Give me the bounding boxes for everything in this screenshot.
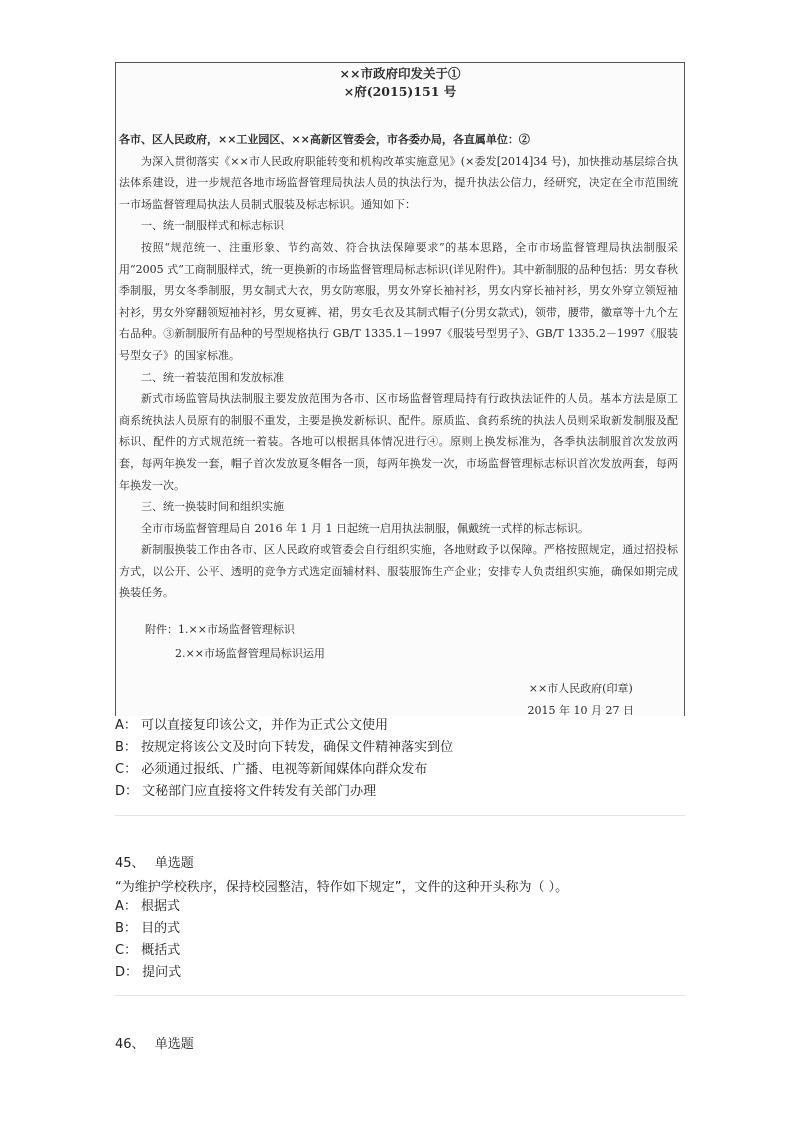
option-label: D： [115,784,139,799]
option-d[interactable] [115,781,453,803]
q45-options [115,896,181,984]
scanned-document [115,62,685,716]
option-c[interactable] [115,759,453,781]
attachment-2: 2.××市场监督管理局标识运用 [175,647,325,661]
question-type: 单选题 [154,1037,194,1052]
option-c[interactable] [115,940,181,962]
option-text: 可以直接复印该公文，并作为正式公文使用 [141,718,389,733]
doc-attachments [119,618,678,666]
q44-options [115,715,453,803]
option-text: 根据式 [141,899,181,914]
doc-heading-2: 二、统一着装范围和发放标准 [141,370,284,384]
option-label: B： [115,740,137,755]
option-text: 必须通过报纸、广播、电视等新闻媒体向群众发布 [141,762,428,777]
doc-paragraph: 按照“规范统一、注重形象、节约高效、符合执法保障要求”的基本思路，全市市场监督管理局执法制服采用“2005 式”工商制服样式，统一更换新的市场监督管理局标志标识(详见附件)。其中新制服的品种包括：男女春秋季制服，男女冬季制服，男女制式大衣，男女防寒服，男女外穿长袖衬衫，男女内穿长袖衬衫，男女外穿立领短袖衬衫，男女外穿翻领短袖衬衫，男女夏裤、裙，男女毛衣及其制式帽子(分男女款式)，领带，腰带，徽章等十九个左右品种。③新制服所有品种的号型规格执行 GB/T 1335.1－1997《服装号型男子》、GB/T 1335.2－1997《服装号型女子》的国家标准。 [119,240,678,362]
option-label: A： [115,899,137,914]
doc-body [116,129,684,666]
option-b[interactable] [115,918,181,940]
doc-signature [528,678,634,716]
question-number: 46、 [115,1037,145,1052]
doc-addressee: 各市、区人民政府，××工业园区、××高新区管委会，市各委办局，各直属单位：② [119,133,530,146]
question-number: 45、 [115,856,145,871]
attachment-1: 附件：1.××市场监督管理标识 [145,623,295,637]
q45-question: “为维护学校秩序，保持校园整洁，特作如下规定”，文件的这种开头称为（ ）。 [115,880,569,895]
doc-paragraph: 为深入贯彻落实《××市人民政府职能转变和机构改革实施意见》(×委发[2014]34 号)，加快推动基层综合执法体系建设，进一步规范各地市场监督管理局执法人员的执法行为，提升执法公信力，经研究，决定在全市范围统一市场监督管理局执法人员制式服装及标志标识。通知如下： [119,154,678,211]
doc-number: ×府(2015)151 号 [343,84,457,99]
option-label: D： [115,965,139,980]
option-text: 按规定将该公文及时向下转发，确保文件精神落实到位 [141,740,454,755]
option-label: C： [115,943,138,958]
option-text: 提问式 [142,965,182,980]
divider [115,815,685,816]
doc-date: 2015 年 10 月 27 日 [527,704,634,716]
option-b[interactable] [115,737,453,759]
option-a[interactable] [115,896,181,918]
option-text: 概括式 [141,943,181,958]
q45-header [115,852,194,871]
option-label: C： [115,762,138,777]
option-d[interactable] [115,962,181,984]
doc-signer: ××市人民政府(印章) [528,682,633,695]
question-type: 单选题 [154,856,194,871]
doc-heading-3: 三、统一换装时间和组织实施 [141,500,284,514]
doc-heading-1: 一、统一制服样式和标志标识 [141,219,284,233]
q46-header [115,1033,194,1052]
option-text: 目的式 [141,921,181,936]
doc-title: ××市政府印发关于① [339,66,461,81]
doc-paragraph: 全市市场监督管理局自 2016 年 1 月 1 日起统一启用执法制服，佩戴统一式样的标志标识。 [141,521,589,535]
doc-paragraph: 新式市场监管局执法制服主要发放范围为各市、区市场监督管理局持有行政执法证件的人员。基本方法是原工商系统执法人员原有的制服不重发，主要是换发新标识、配件。原质监、食药系统的执法人员则采取新发制服及配标识、配件的方式规范统一着装。各地可以根据具体情况进行④。原则上换发标准为，各季执法制服首次发放两套，每两年换发一套，帽子首次发放夏冬帽各一顶，每两年换发一次，市场监督管理标志标识首次发放两套，每两年换发一次。 [119,392,678,492]
option-label: A： [115,718,137,733]
option-label: B： [115,921,137,936]
doc-paragraph: 新制服换装工作由各市、区人民政府或管委会自行组织实施，各地财政予以保障。严格按照规定，通过招投标方式，以公开、公平、透明的竞争方式选定面辅材料、服装服饰生产企业；安排专人负责组织实施，确保如期完成换装任务。 [119,543,678,600]
option-text: 文秘部门应直接将文件转发有关部门办理 [142,784,377,799]
divider [115,995,685,996]
option-a[interactable] [115,715,453,737]
